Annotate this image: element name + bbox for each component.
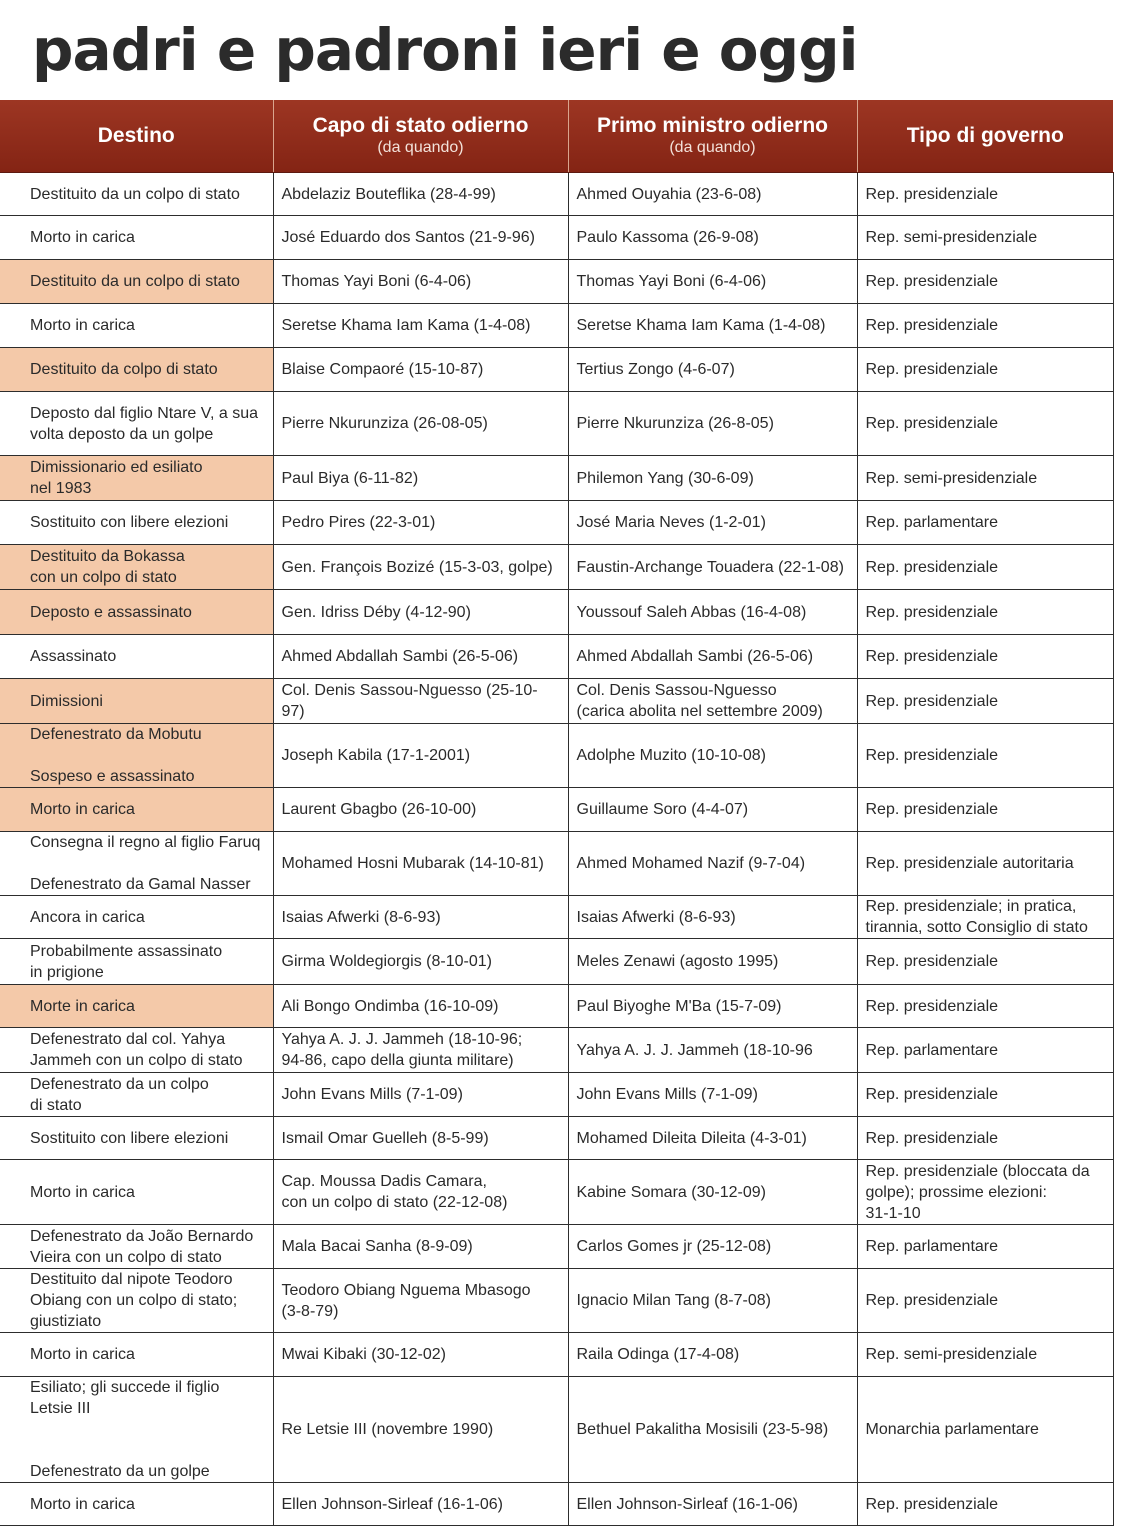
cell-primo-ministro: Paul Biyoghe M'Ba (15-7-09) (568, 985, 857, 1028)
table-row (0, 348, 1113, 392)
cell-tipo-governo: Rep. presidenziale (857, 545, 1113, 590)
cell-capo-di-stato: Ahmed Abdallah Sambi (26-5-06) (273, 635, 568, 679)
cell-capo-di-stato: Cap. Moussa Dadis Camara, con un colpo di stato (22-12-08) (273, 1160, 568, 1225)
cell-tipo-governo: Rep. presidenziale (857, 1269, 1113, 1333)
cell-tipo-governo: Rep. presidenziale (857, 1073, 1113, 1117)
cell-primo-ministro: Kabine Somara (30-12-09) (568, 1160, 857, 1225)
cell-destino: Dimissioni (0, 679, 273, 724)
cell-primo-ministro: Bethuel Pakalitha Mosisili (23-5-98) (568, 1377, 857, 1483)
table-row (0, 896, 1113, 939)
table-row (0, 260, 1113, 304)
cell-primo-ministro: Raila Odinga (17-4-08) (568, 1333, 857, 1377)
cell-destino: Defenestrato da un colpo di stato (0, 1073, 273, 1117)
cell-destino: Destituito dal nipote Teodoro Obiang con un colpo di stato; giustiziato (0, 1269, 273, 1333)
cell-destino: Morto in carica (0, 788, 273, 832)
cell-capo-di-stato: Blaise Compaoré (15-10-87) (273, 348, 568, 392)
cell-capo-di-stato: John Evans Mills (7-1-09) (273, 1073, 568, 1117)
cell-tipo-governo: Rep. presidenziale (857, 590, 1113, 635)
table-row (0, 788, 1113, 832)
table-row (0, 1483, 1113, 1526)
cell-destino: Sostituito con libere elezioni (0, 501, 273, 545)
cell-tipo-governo: Rep. presidenziale (bloccata da golpe); prossime elezioni: 31-1-10 (857, 1160, 1113, 1225)
cell-tipo-governo: Rep. presidenziale (857, 679, 1113, 724)
cell-primo-ministro: Ahmed Mohamed Nazif (9-7-04) (568, 832, 857, 896)
header-primo-ministro: Primo ministro odierno (da quando) (568, 100, 857, 173)
cell-destino: Consegna il regno al figlio Faruq Defenestrato da Gamal Nasser (0, 832, 273, 896)
cell-capo-di-stato: Pierre Nkurunziza (26-08-05) (273, 392, 568, 456)
cell-destino: Morto in carica (0, 1160, 273, 1225)
cell-capo-di-stato: Mwai Kibaki (30-12-02) (273, 1333, 568, 1377)
header-capo-di-stato: Capo di stato odierno (da quando) (273, 100, 568, 173)
cell-tipo-governo: Rep. presidenziale (857, 392, 1113, 456)
cell-destino: Defenestrato da Mobutu Sospeso e assassinato (0, 724, 273, 788)
table-row (0, 501, 1113, 545)
cell-destino: Sostituito con libere elezioni (0, 1117, 273, 1160)
cell-tipo-governo: Rep. parlamentare (857, 1028, 1113, 1073)
cell-tipo-governo: Rep. semi-presidenziale (857, 1333, 1113, 1377)
cell-tipo-governo: Rep. presidenziale (857, 724, 1113, 788)
cell-primo-ministro: Isaias Afwerki (8-6-93) (568, 896, 857, 939)
table-row (0, 724, 1113, 788)
header-capo-sub: (da quando) (377, 139, 464, 156)
cell-primo-ministro: Yahya A. J. J. Jammeh (18-10-96 (568, 1028, 857, 1073)
cell-destino: Morto in carica (0, 1333, 273, 1377)
cell-destino: Deposto dal figlio Ntare V, a sua volta deposto da un golpe (0, 392, 273, 456)
cell-capo-di-stato: Re Letsie III (novembre 1990) (273, 1377, 568, 1483)
table-row (0, 679, 1113, 724)
cell-tipo-governo: Rep. presidenziale (857, 939, 1113, 985)
cell-tipo-governo: Rep. presidenziale (857, 985, 1113, 1028)
cell-tipo-governo: Rep. presidenziale (857, 304, 1113, 348)
cell-primo-ministro: Adolphe Muzito (10-10-08) (568, 724, 857, 788)
table-row (0, 1028, 1113, 1073)
cell-destino: Assassinato (0, 635, 273, 679)
cell-capo-di-stato: Laurent Gbagbo (26-10-00) (273, 788, 568, 832)
table-row (0, 985, 1113, 1028)
header-destino: Destino (0, 100, 273, 173)
cell-primo-ministro: John Evans Mills (7-1-09) (568, 1073, 857, 1117)
cell-capo-di-stato: Mala Bacai Sanha (8-9-09) (273, 1225, 568, 1269)
cell-primo-ministro: Ignacio Milan Tang (8-7-08) (568, 1269, 857, 1333)
cell-destino: Destituito da un colpo di stato (0, 260, 273, 304)
header-primo-sub: (da quando) (669, 139, 756, 156)
table-row (0, 1377, 1113, 1483)
cell-primo-ministro: Carlos Gomes jr (25-12-08) (568, 1225, 857, 1269)
table-row (0, 590, 1113, 635)
cell-tipo-governo: Rep. presidenziale (857, 1483, 1113, 1526)
cell-destino: Morte in carica (0, 985, 273, 1028)
cell-primo-ministro: Philemon Yang (30-6-09) (568, 456, 857, 501)
cell-primo-ministro: Paulo Kassoma (26-9-08) (568, 216, 857, 260)
cell-tipo-governo: Rep. presidenziale (857, 348, 1113, 392)
cell-capo-di-stato: Teodoro Obiang Nguema Mbasogo (3-8-79) (273, 1269, 568, 1333)
table-row (0, 173, 1113, 216)
table-row (0, 1333, 1113, 1377)
page-title: padri e padroni ieri e oggi (32, 16, 858, 84)
cell-capo-di-stato: Ellen Johnson-Sirleaf (16-1-06) (273, 1483, 568, 1526)
table-row (0, 392, 1113, 456)
cell-destino: Morto in carica (0, 216, 273, 260)
cell-destino: Destituito da colpo di stato (0, 348, 273, 392)
header-tipo-governo: Tipo di governo (857, 100, 1113, 173)
cell-destino: Morto in carica (0, 304, 273, 348)
table-row (0, 1073, 1113, 1117)
table-row (0, 939, 1113, 985)
cell-destino: Dimissionario ed esiliato nel 1983 (0, 456, 273, 501)
table-row (0, 1160, 1113, 1225)
table-row (0, 1269, 1113, 1333)
header-row (0, 100, 1113, 173)
cell-destino: Defenestrato da João Bernardo Vieira con un colpo di stato (0, 1225, 273, 1269)
cell-primo-ministro: Youssouf Saleh Abbas (16-4-08) (568, 590, 857, 635)
table-row (0, 1117, 1113, 1160)
cell-primo-ministro: Mohamed Dileita Dileita (4-3-01) (568, 1117, 857, 1160)
cell-primo-ministro: Thomas Yayi Boni (6-4-06) (568, 260, 857, 304)
cell-capo-di-stato: Seretse Khama Iam Kama (1-4-08) (273, 304, 568, 348)
cell-primo-ministro: Ellen Johnson-Sirleaf (16-1-06) (568, 1483, 857, 1526)
cell-capo-di-stato: Pedro Pires (22-3-01) (273, 501, 568, 545)
cell-tipo-governo: Rep. semi-presidenziale (857, 216, 1113, 260)
cell-capo-di-stato: Mohamed Hosni Mubarak (14-10-81) (273, 832, 568, 896)
cell-capo-di-stato: Gen. François Bozizé (15-3-03, golpe) (273, 545, 568, 590)
cell-capo-di-stato: Abdelaziz Bouteflika (28-4-99) (273, 173, 568, 216)
cell-destino: Destituito da Bokassa con un colpo di stato (0, 545, 273, 590)
cell-capo-di-stato: Girma Woldegiorgis (8-10-01) (273, 939, 568, 985)
cell-tipo-governo: Rep. presidenziale (857, 788, 1113, 832)
cell-primo-ministro: Tertius Zongo (4-6-07) (568, 348, 857, 392)
cell-primo-ministro: Guillaume Soro (4-4-07) (568, 788, 857, 832)
cell-capo-di-stato: Gen. Idriss Déby (4-12-90) (273, 590, 568, 635)
cell-primo-ministro: José Maria Neves (1-2-01) (568, 501, 857, 545)
cell-destino: Morto in carica (0, 1483, 273, 1526)
cell-tipo-governo: Rep. presidenziale; in pratica, tirannia, sotto Consiglio di stato (857, 896, 1113, 939)
cell-tipo-governo: Monarchia parlamentare (857, 1377, 1113, 1483)
table-row (0, 456, 1113, 501)
cell-capo-di-stato: Ali Bongo Ondimba (16-10-09) (273, 985, 568, 1028)
cell-destino: Esiliato; gli succede il figlio Letsie III Defenestrato da un golpe (0, 1377, 273, 1483)
cell-tipo-governo: Rep. presidenziale (857, 1117, 1113, 1160)
cell-destino: Deposto e assassinato (0, 590, 273, 635)
cell-tipo-governo: Rep. parlamentare (857, 501, 1113, 545)
cell-tipo-governo: Rep. presidenziale autoritaria (857, 832, 1113, 896)
cell-primo-ministro: Col. Denis Sassou-Nguesso (carica abolita nel settembre 2009) (568, 679, 857, 724)
cell-capo-di-stato: Thomas Yayi Boni (6-4-06) (273, 260, 568, 304)
cell-primo-ministro: Ahmed Ouyahia (23-6-08) (568, 173, 857, 216)
cell-tipo-governo: Rep. semi-presidenziale (857, 456, 1113, 501)
cell-capo-di-stato: Isaias Afwerki (8-6-93) (273, 896, 568, 939)
cell-destino: Ancora in carica (0, 896, 273, 939)
cell-primo-ministro: Seretse Khama Iam Kama (1-4-08) (568, 304, 857, 348)
cell-tipo-governo: Rep. presidenziale (857, 260, 1113, 304)
cell-primo-ministro: Faustin-Archange Touadera (22-1-08) (568, 545, 857, 590)
cell-destino: Probabilmente assassinato in prigione (0, 939, 273, 985)
cell-capo-di-stato: Col. Denis Sassou-Nguesso (25-10-97) (273, 679, 568, 724)
table-row (0, 545, 1113, 590)
cell-capo-di-stato: Paul Biya (6-11-82) (273, 456, 568, 501)
cell-primo-ministro: Ahmed Abdallah Sambi (26-5-06) (568, 635, 857, 679)
cell-destino: Destituito da un colpo di stato (0, 173, 273, 216)
table-row (0, 216, 1113, 260)
cell-tipo-governo: Rep. parlamentare (857, 1225, 1113, 1269)
table-row (0, 832, 1113, 896)
table-row (0, 1225, 1113, 1269)
cell-tipo-governo: Rep. presidenziale (857, 173, 1113, 216)
rulers-table (0, 100, 1114, 1526)
cell-destino: Defenestrato dal col. Yahya Jammeh con un colpo di stato (0, 1028, 273, 1073)
cell-primo-ministro: Meles Zenawi (agosto 1995) (568, 939, 857, 985)
cell-capo-di-stato: Ismail Omar Guelleh (8-5-99) (273, 1117, 568, 1160)
table-row (0, 635, 1113, 679)
cell-tipo-governo: Rep. presidenziale (857, 635, 1113, 679)
cell-primo-ministro: Pierre Nkurunziza (26-8-05) (568, 392, 857, 456)
cell-capo-di-stato: Yahya A. J. J. Jammeh (18-10-96; 94-86, capo della giunta militare) (273, 1028, 568, 1073)
cell-capo-di-stato: José Eduardo dos Santos (21-9-96) (273, 216, 568, 260)
cell-capo-di-stato: Joseph Kabila (17-1-2001) (273, 724, 568, 788)
table-row (0, 304, 1113, 348)
